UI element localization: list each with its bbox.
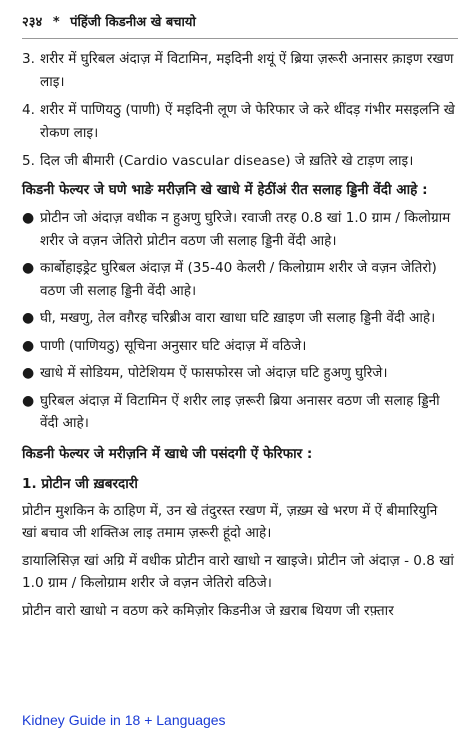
item-number: 4.: [22, 102, 35, 118]
list-item: [22, 307, 456, 330]
section-heading-diet-advice: किडनी फेल्यर जे घणे भाङे मरीज़नि खे खाधे में हेठींअं रीत सलाह ड्डिनी वेंदी आहे :: [22, 181, 428, 198]
item-text: शरीर में घुरिबल अंदाज़ में विटामिन, मइदिनी शयूं ऐं ब्रिया ज़रूरी अनासर क़ाइण रखण लाइ।: [40, 51, 454, 90]
list-item-text: खाधे में सोडियम, पोटेशियम ऐं फासफोरस जो अंदाज़ घटि हुअणु घुरिजे।: [40, 365, 388, 381]
book-title: पंहिंजी किडनीअ खे बचायो: [70, 15, 196, 30]
list-item-text: पाणी (पाणियठु) सूचिना अनुसार घटि अंदाज़ में वठिजे।: [40, 337, 307, 354]
item-number: 5.: [22, 153, 35, 169]
page-content: [22, 48, 456, 627]
list-item: [22, 362, 456, 385]
item-text: शरीर में पाणियठु (पाणी) ऐं मइदिनी लूण जे फेरिफार जे करे थींदड़ गंभीर मसइलनि खे रोकण लाइ।: [40, 102, 455, 141]
bullet-icon: ●: [22, 337, 35, 354]
list-item: [22, 257, 456, 302]
list-item-text: घुरिबल अंदाज़ में विटामिन ऐं शरीर लाइ ज़रूरी ब्रिया अनासर वठण जी सलाह ड्डिनी वेंदी आहे।: [40, 392, 440, 431]
bullet-icon: ●: [22, 210, 35, 226]
numbered-item: [22, 48, 456, 93]
page-header: [22, 12, 452, 30]
header-rule: [22, 38, 458, 39]
page-number: २३४: [22, 15, 43, 30]
bullet-icon: ●: [22, 260, 35, 276]
item-number: 3.: [22, 51, 35, 67]
subheading-protein: 1. प्रोटीन जी ख़बरदारी: [22, 476, 138, 492]
item-text: दिल जी बीमारी (Cardio vascular disease) जे ख़तिरे खे टाड़ण लाइ।: [40, 153, 414, 169]
advice-list: [22, 207, 456, 435]
bullet-icon: ●: [22, 392, 35, 409]
footer-link[interactable]: Kidney Guide in 18 + Languages: [22, 712, 226, 728]
numbered-item: [22, 99, 456, 144]
bullet-icon: ●: [22, 365, 35, 381]
numbered-item: [22, 150, 456, 173]
list-item: [22, 390, 456, 435]
list-item: [22, 207, 456, 252]
paragraph: डायालिसिज़ खां अग्रि में वधीक प्रोटीन वारो खाधो न खाइजे। प्रोटीन जो अंदाज़ - 0.8 खां 1.0 ग्राम / किलोग्राम शरीर जे वज़न जेतिरो वठिजे।: [22, 552, 454, 591]
list-item-text: कार्बोहाइड्रेट घुरिबल अंदाज़ में (35-40 केलरी / किलोग्राम शरीर जे वज़न जेतिरो) वठण जी सलाह ड्डिनी वेंदी आहे।: [40, 260, 437, 299]
paragraph: प्रोटीन मुशकिन के ठाहिण में, उन खे तंदुरस्त रखण में, ज़ख़्म खे भरण में ऐं बीमारियुनि खां बचाव जी शक्तिअ लाइ तमाम ज़रूरी हूंदो आहे।: [22, 502, 438, 541]
star-separator: *: [52, 15, 60, 30]
list-item-text: घी, मखणु, तेल वग़ैरह चरिब्रीअ वारा खाधा घटि ख़ाइण जी सलाह ड्डिनी वेंदी आहे।: [40, 310, 436, 326]
section-heading-food-choice: किडनी फेल्यर जे मरीज़नि में खाधे जी पसंदगी ऐं फेरिफार :: [22, 445, 313, 462]
bullet-icon: ●: [22, 310, 35, 326]
list-item: [22, 335, 456, 358]
list-item-text: प्रोटीन जो अंदाज़ वधीक न हुअणु घुरिजे। रवाजी तरह 0.8 खां 1.0 ग्राम / किलोग्राम शरीर जे वज़न जेतिरो प्रोटीन वठण जी सलाह ड्डिनी वेंदी आहे।: [40, 210, 451, 249]
paragraph: प्रोटीन वारो खाधो न वठण करे कमिज़ोर किडनीअ जे ख़राब थियण जी रफ़्तार: [22, 602, 394, 619]
